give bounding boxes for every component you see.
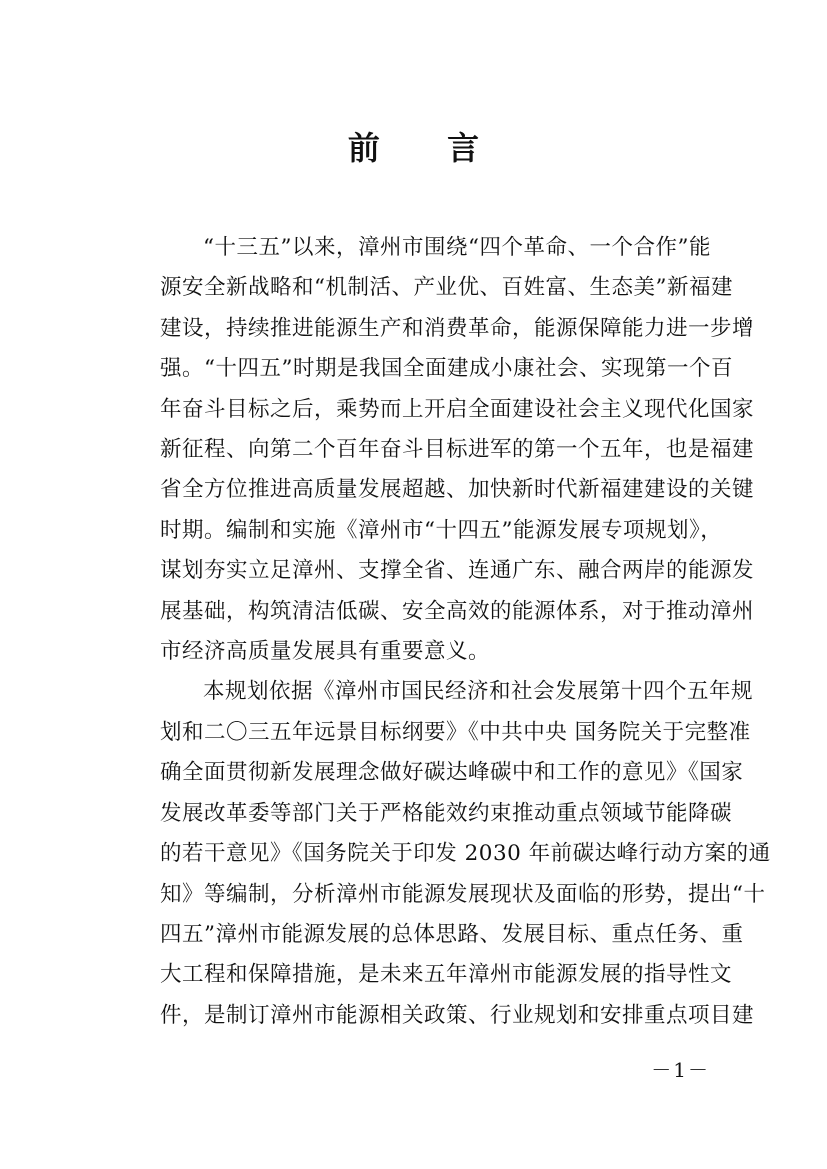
- text-line: 强。“十四五”时期是我国全面建成小康社会、实现第一个百: [160, 356, 733, 382]
- body-text: [117, 228, 771, 1036]
- text-line: 确全面贯彻新发展理念做好碳达峰碳中和工作的意见》《国家: [160, 760, 744, 786]
- page-title: 前 言: [347, 129, 508, 167]
- text-line: 本规划依据《漳州市国民经济和社会发展第十四个五年规: [203, 679, 754, 705]
- text-line: 年奋斗目标之后，乘势而上开启全面建设社会主义现代化国家: [160, 396, 755, 422]
- text-line: 四五”漳州市能源发展的总体思路、发展目标、重点任务、重: [160, 921, 744, 947]
- text-line: 知》等编制，分析漳州市能源发展现状及面临的形势，提出“十: [160, 881, 766, 907]
- page-number: －1－: [651, 1058, 710, 1082]
- text-line: 建设，持续推进能源生产和消费革命，能源保障能力进一步增: [160, 315, 755, 341]
- text-line: 时期。编制和实施《漳州市“十四五”能源发展专项规划》，: [160, 517, 723, 543]
- text-line: 省全方位推进高质量发展超越、加快新时代新福建建设的关键: [160, 477, 755, 503]
- text-line: 源安全新战略和“机制活、产业优、百姓富、生态美”新福建: [160, 275, 733, 301]
- text-line: 发展改革委等部门关于严格能效约束推动重点领域节能降碳: [160, 800, 733, 826]
- text-line: 大工程和保障措施，是未来五年漳州市能源发展的指导性文: [160, 962, 733, 988]
- text-line: 的若干意见》《国务院关于印发 2030 年前碳达峰行动方案的通: [160, 841, 771, 867]
- paragraph-1: [117, 228, 755, 672]
- text-line: 市经济高质量发展具有重要意义。: [160, 639, 491, 665]
- text-line: 划和二〇三五年远景目标纲要》《中共中央 国务院关于完整准: [160, 719, 751, 745]
- text-line: 新征程、向第二个百年奋斗目标进军的第一个五年，也是福建: [160, 437, 755, 463]
- paragraph-2: [117, 672, 771, 1036]
- text-line: 展基础，构筑清洁低碳、安全高效的能源体系，对于推动漳州: [160, 598, 755, 624]
- text-line: 谋划夯实立足漳州、支撑全省、连通广东、融合两岸的能源发: [160, 558, 755, 584]
- text-line: “十三五”以来，漳州市围绕“四个革命、一个合作”能: [203, 235, 711, 260]
- text-line: 件，是制订漳州市能源相关政策、行业规划和安排重点项目建: [160, 1002, 755, 1028]
